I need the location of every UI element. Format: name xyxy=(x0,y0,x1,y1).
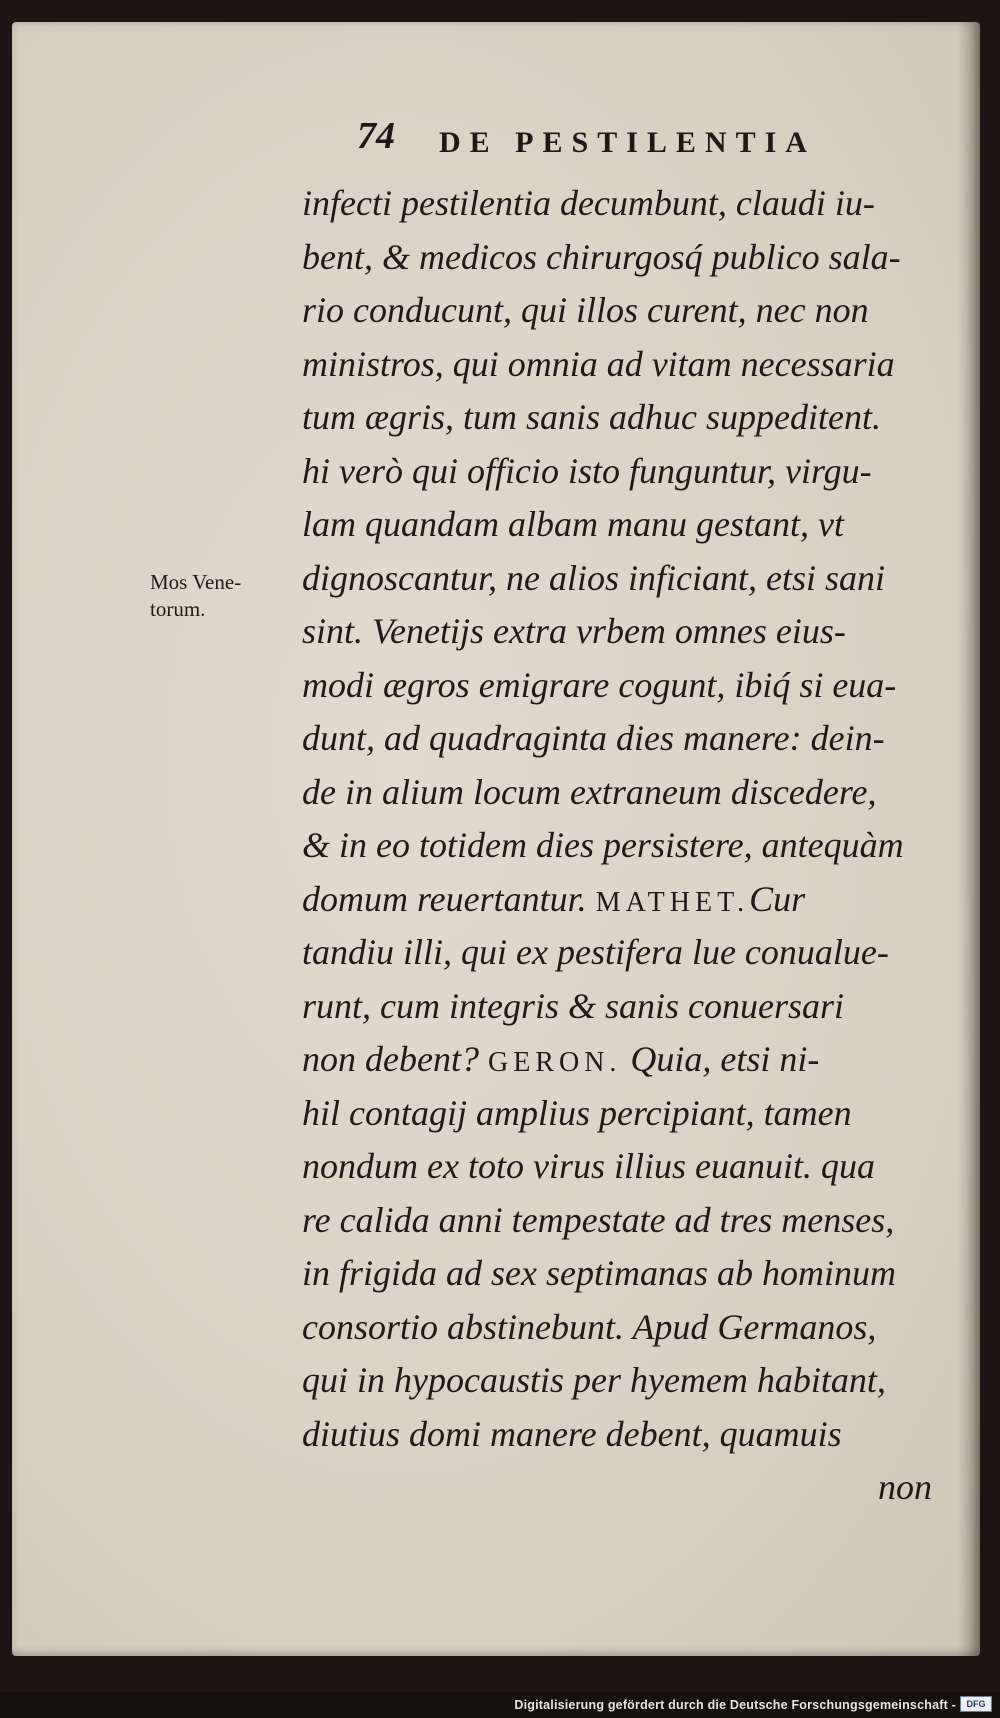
text-line: consortio abstinebunt. Apud Germanos, xyxy=(302,1306,877,1347)
text-line: re calida anni tempestate ad tres menses, xyxy=(302,1199,895,1240)
body-text xyxy=(302,177,952,1515)
text-line: de in alium locum extraneum discedere, xyxy=(302,771,877,812)
text-segment: non debent? xyxy=(302,1039,479,1079)
text-line: diutius domi manere debent, quamuis xyxy=(302,1413,842,1454)
text-line: lam quandam albam manu gestant, vt xyxy=(302,504,844,544)
speaker-geron: GERON. xyxy=(487,1047,622,1078)
dfg-logo: DFG xyxy=(960,1696,992,1712)
text-line: nondum ex toto virus illius euanuit. qua xyxy=(302,1146,875,1186)
text-segment: Quia, etsi ni- xyxy=(630,1039,820,1079)
text-line: rio conducunt, qui illos curent, nec non xyxy=(302,290,869,330)
text-line: ministros, qui omnia ad vitam necessaria xyxy=(302,343,895,384)
marginal-note-line: torum. xyxy=(150,597,206,621)
text-segment: domum reuertantur. xyxy=(302,878,587,919)
marginal-note-line: Mos Vene- xyxy=(150,570,242,594)
text-line: tum ægris, tum sanis adhuc suppeditent. xyxy=(302,397,882,437)
text-line: dunt, ad quadraginta dies manere: dein- xyxy=(302,718,885,758)
running-head xyxy=(357,114,917,174)
text-line: runt, cum integris & sanis conuersari xyxy=(302,985,845,1026)
text-segment: Cur xyxy=(749,878,806,919)
text-line: tandiu illi, qui ex pestifera lue conualue- xyxy=(302,932,889,972)
text-line: sint. Venetijs extra vrbem omnes eius- xyxy=(302,611,846,651)
text-line: infecti pestilentia decumbunt, claudi iu- xyxy=(302,183,875,223)
text-line: dignoscantur, ne alios inficiant, etsi sani xyxy=(302,557,885,598)
text-line: qui in hypocaustis per hyemem habitant, xyxy=(302,1360,886,1400)
text-line-with-speaker xyxy=(302,873,952,927)
page-edge-shadow xyxy=(958,22,980,1656)
text-line: hil contagij amplius percipiant, tamen xyxy=(302,1092,852,1133)
text-line: in frigida ad sex septimanas ab hominum xyxy=(302,1253,896,1293)
text-line-with-speaker xyxy=(302,1033,952,1087)
text-line: bent, & medicos chirurgosq́ publico sala- xyxy=(302,236,901,277)
catchword: non xyxy=(878,1467,932,1507)
book-page xyxy=(12,22,980,1656)
speaker-mathet: MATHET. xyxy=(595,886,750,918)
marginal-note xyxy=(150,569,290,623)
text-line: & in eo totidem dies persistere, antequàm xyxy=(302,825,904,865)
text-line: modi ægros emigrare cogunt, ibiq́ si eua- xyxy=(302,664,897,705)
page-number: 74 xyxy=(357,115,395,157)
footer-credit: Digitalisierung gefördert durch die Deutsche Forschungsgemeinschaft - xyxy=(514,1698,956,1712)
running-title: DE PESTILENTIA xyxy=(439,126,816,159)
text-line: hi verò qui officio isto funguntur, virgu- xyxy=(302,450,872,491)
footer-bar xyxy=(0,1692,1000,1718)
